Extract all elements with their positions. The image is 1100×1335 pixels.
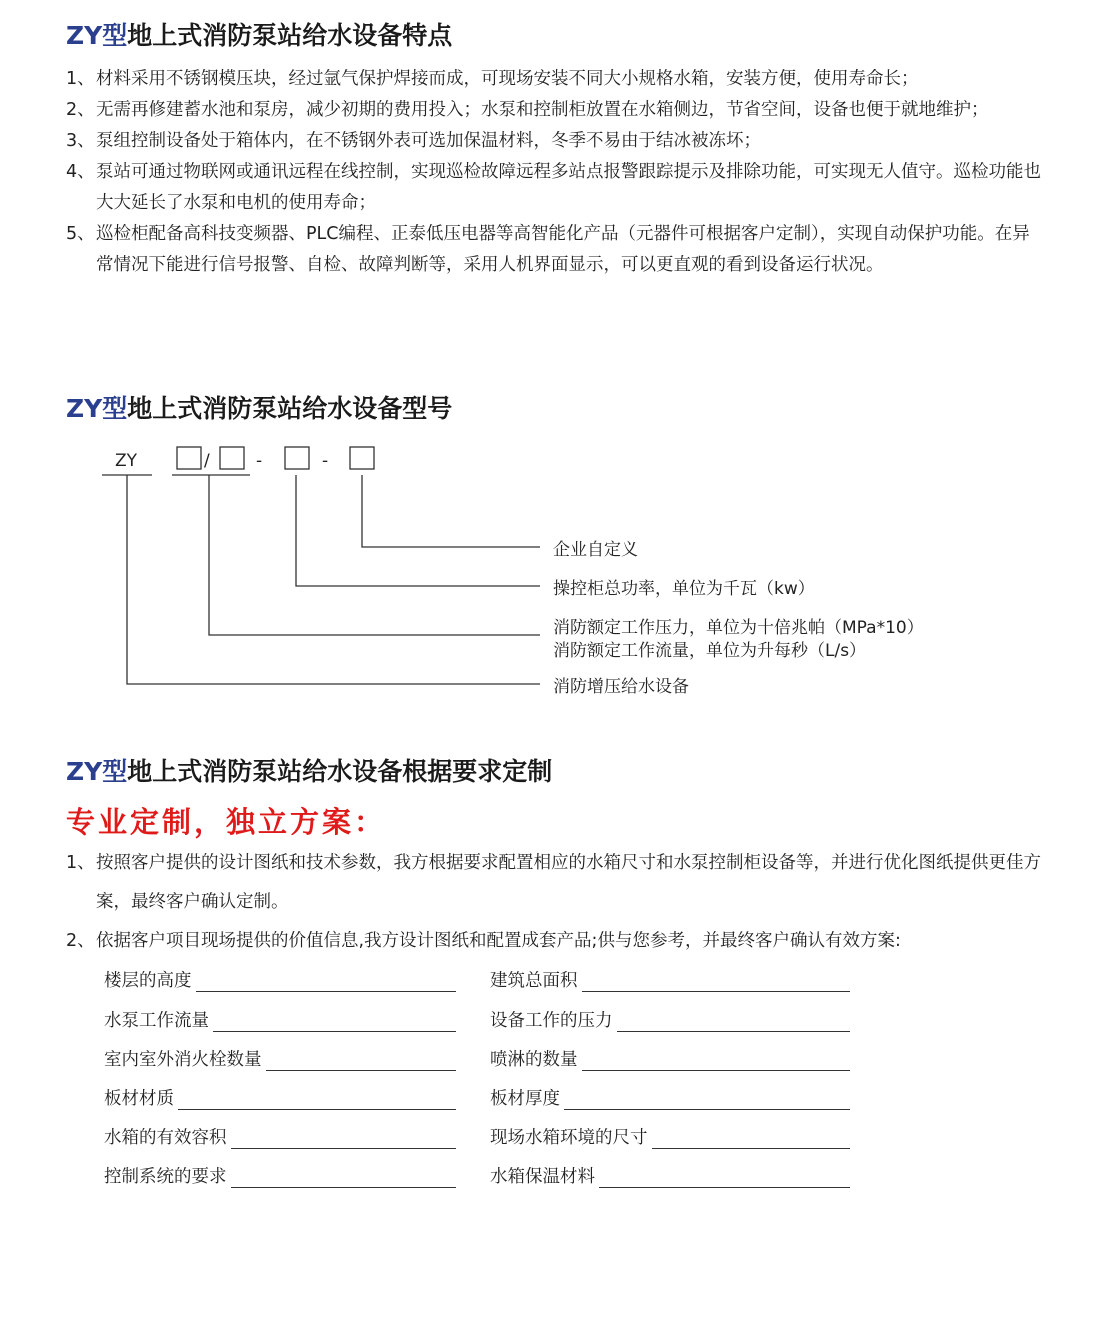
list-item xyxy=(66,64,1046,95)
label-flow: 消防额定工作流量，单位为升每秒（L/s） xyxy=(553,641,867,661)
equipment-leader-line xyxy=(127,475,540,684)
field-label: 室内室外消火栓数量 xyxy=(104,1050,262,1070)
field-label: 水箱保温材料 xyxy=(490,1167,595,1187)
field-label: 现场水箱环境的尺寸 xyxy=(490,1128,648,1148)
field-blank-line[interactable] xyxy=(196,969,457,992)
field-blank-line[interactable] xyxy=(582,1048,851,1071)
item-number: 1、 xyxy=(66,853,95,873)
field-site-dimensions[interactable] xyxy=(490,1119,850,1149)
custom-heading-title: 地上式消防泵站给水设备根据要求定制 xyxy=(127,757,553,786)
label-pressure: 消防额定工作压力，单位为十倍兆帕（MPa*10） xyxy=(553,618,924,638)
label-enterprise: 企业自定义 xyxy=(553,540,638,560)
item-number: 4、 xyxy=(66,162,95,182)
model-code-slash: / xyxy=(204,451,210,471)
field-pump-flow[interactable] xyxy=(104,1002,456,1032)
item-text: 按照客户提供的设计图纸和技术参数，我方根据要求配置相应的水箱尺寸和水泵控制柜设备等，并进行优化图纸提供更佳方案，最终客户确认定制。 xyxy=(96,853,1041,912)
field-blank-line[interactable] xyxy=(599,1165,850,1188)
list-item xyxy=(66,922,1046,961)
field-blank-line[interactable] xyxy=(213,1009,456,1032)
enterprise-placeholder-box xyxy=(350,447,374,469)
flow-placeholder-box xyxy=(177,447,201,469)
field-blank-line[interactable] xyxy=(231,1126,457,1149)
field-blank-line[interactable] xyxy=(582,969,851,992)
power-placeholder-box xyxy=(285,447,309,469)
item-number: 1、 xyxy=(66,69,95,89)
field-label: 建筑总面积 xyxy=(490,971,578,991)
field-floor-height[interactable] xyxy=(104,962,456,992)
model-heading-title: 地上式消防泵站给水设备型号 xyxy=(127,394,453,423)
field-label: 水箱的有效容积 xyxy=(104,1128,227,1148)
field-label: 楼层的高度 xyxy=(104,971,192,991)
field-sprinkler-count[interactable] xyxy=(490,1041,850,1071)
custom-heading-accent: ZY型 xyxy=(66,757,128,786)
field-control-requirements[interactable] xyxy=(104,1158,456,1188)
item-number: 3、 xyxy=(66,131,95,151)
item-text: 材料采用不锈钢模压块，经过氩气保护焊接而成，可现场安装不同大小规格水箱，安装方便，使用寿命长； xyxy=(96,69,919,89)
power-leader-line xyxy=(296,475,540,586)
field-label: 板材厚度 xyxy=(490,1089,560,1109)
item-text: 依据客户项目现场提供的价值信息,我方设计图纸和配置成套产品;供与您参考，并最终客户确认有效方案: xyxy=(96,931,901,951)
field-plate-thickness[interactable] xyxy=(490,1080,850,1110)
model-code-prefix: ZY xyxy=(115,451,138,471)
field-building-area[interactable] xyxy=(490,962,850,992)
custom-slogan: 专业定制，独立方案： xyxy=(66,805,387,839)
field-blank-line[interactable] xyxy=(617,1009,851,1032)
model-heading-accent: ZY型 xyxy=(66,394,128,423)
list-item xyxy=(66,126,1046,157)
field-label: 板材材质 xyxy=(104,1089,174,1109)
model-heading xyxy=(66,393,452,425)
field-label: 水泵工作流量 xyxy=(104,1011,209,1031)
list-item xyxy=(66,844,1046,922)
item-number: 2、 xyxy=(66,931,95,951)
custom-list xyxy=(66,844,1046,961)
pressure-flow-leader-line xyxy=(209,475,540,635)
field-label: 设备工作的压力 xyxy=(490,1011,613,1031)
field-plate-material[interactable] xyxy=(104,1080,456,1110)
features-heading-title: 地上式消防泵站给水设备特点 xyxy=(127,21,453,50)
item-number: 2、 xyxy=(66,100,95,120)
field-blank-line[interactable] xyxy=(564,1087,850,1110)
field-blank-line[interactable] xyxy=(652,1126,851,1149)
field-blank-line[interactable] xyxy=(231,1165,457,1188)
field-blank-line[interactable] xyxy=(178,1087,456,1110)
features-list xyxy=(66,64,1046,281)
field-label: 控制系统的要求 xyxy=(104,1167,227,1187)
field-insulation-material[interactable] xyxy=(490,1158,850,1188)
field-label: 喷淋的数量 xyxy=(490,1050,578,1070)
field-hydrant-count[interactable] xyxy=(104,1041,456,1071)
model-code-diagram xyxy=(0,430,1100,710)
list-item xyxy=(66,219,1046,281)
pressure-placeholder-box xyxy=(220,447,244,469)
field-tank-volume[interactable] xyxy=(104,1119,456,1149)
item-text: 无需再修建蓄水池和泵房，减少初期的费用投入；水泵和控制柜放置在水箱侧边，节省空间，设备也便于就地维护； xyxy=(96,100,989,120)
features-heading xyxy=(66,20,452,52)
field-working-pressure[interactable] xyxy=(490,1002,850,1032)
model-code-dash-1: - xyxy=(256,451,263,471)
field-blank-line[interactable] xyxy=(266,1048,457,1071)
list-item xyxy=(66,157,1046,219)
item-number: 5、 xyxy=(66,224,95,244)
label-equipment: 消防增压给水设备 xyxy=(553,677,689,697)
label-power: 操控柜总功率，单位为千瓦（kw） xyxy=(553,579,815,599)
item-text: 泵站可通过物联网或通讯远程在线控制，实现巡检故障远程多站点报警跟踪提示及排除功能，可实现无人值守。巡检功能也大大延长了水泵和电机的使用寿命； xyxy=(96,162,1041,213)
enterprise-leader-line xyxy=(362,475,540,547)
item-text: 泵组控制设备处于箱体内，在不锈钢外表可选加保温材料，冬季不易由于结冰被冻坏； xyxy=(96,131,761,151)
model-code-dash-2: - xyxy=(322,451,329,471)
features-heading-accent: ZY型 xyxy=(66,21,128,50)
custom-heading xyxy=(66,756,552,788)
list-item xyxy=(66,95,1046,126)
item-text: 巡检柜配备高科技变频器、PLC编程、正泰低压电器等高智能化产品（元器件可根据客户定制），实现自动保护功能。在异常情况下能进行信号报警、自检、故障判断等，采用人机界面显示，可以更直观的看到设备运行状况。 xyxy=(96,224,1030,275)
